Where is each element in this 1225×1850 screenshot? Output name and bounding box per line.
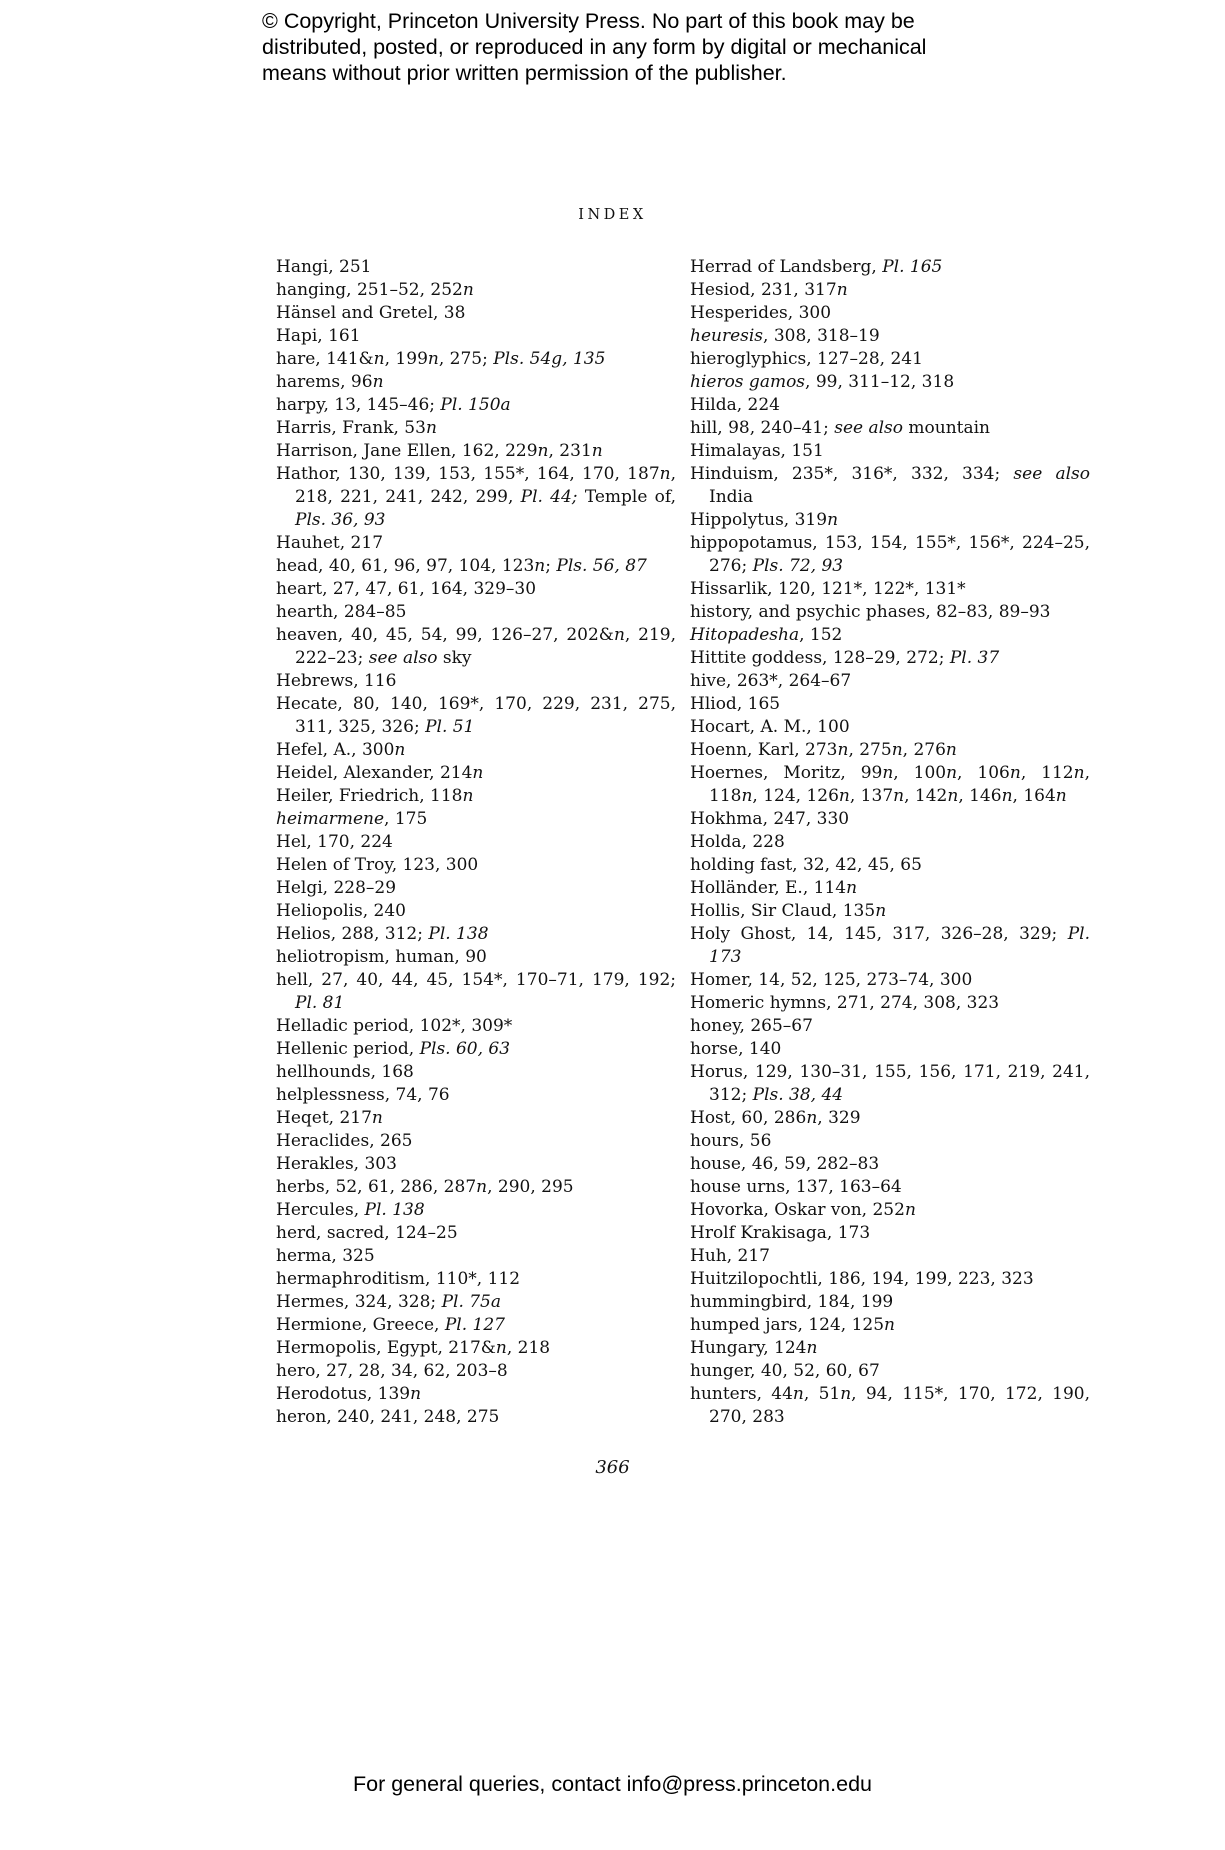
index-entry: Hinduism, 235*, 316*, 332, 334; see also India (690, 464, 1090, 507)
index-column-left (276, 256, 676, 1429)
index-entry: Hocart, A. M., 100 (690, 717, 850, 737)
index-entry: house urns, 137, 163–64 (690, 1177, 902, 1197)
index-entry: Hilda, 224 (690, 395, 780, 415)
index-entry: Hippolytus, 319n (690, 510, 839, 530)
index-entry: Hel, 170, 224 (276, 832, 393, 852)
index-entry: history, and psychic phases, 82–83, 89–93 (690, 602, 1051, 622)
index-entry: Hercules, Pl. 138 (276, 1200, 425, 1220)
index-entry: Horus, 129, 130–31, 155, 156, 171, 219, 241, 312; Pls. 38, 44 (690, 1062, 1090, 1105)
index-entry: Hellenic period, Pls. 60, 63 (276, 1039, 511, 1059)
index-entry: hero, 27, 28, 34, 62, 203–8 (276, 1361, 508, 1381)
index-entry: Herrad of Landsberg, Pl. 165 (690, 257, 943, 277)
index-entry: Holda, 228 (690, 832, 785, 852)
index-entry: humped jars, 124, 125n (690, 1315, 895, 1335)
index-entry: Huitzilopochtli, 186, 194, 199, 223, 323 (690, 1269, 1034, 1289)
index-entry: hieroglyphics, 127–28, 241 (690, 349, 923, 369)
index-entry: Hollis, Sir Claud, 135n (690, 901, 887, 921)
index-entry: hill, 98, 240–41; see also mountain (690, 418, 991, 438)
index-entry: heart, 27, 47, 61, 164, 329–30 (276, 579, 537, 599)
index-entry: Hermopolis, Egypt, 217&n, 218 (276, 1338, 551, 1358)
index-entry: hummingbird, 184, 199 (690, 1292, 894, 1312)
index-entry: Hrolf Krakisaga, 173 (690, 1223, 871, 1243)
index-entry: hours, 56 (690, 1131, 772, 1151)
copyright-line: distributed, posted, or reproduced in any form by digital or mechanical (262, 35, 927, 59)
index-entry: Hapi, 161 (276, 326, 361, 346)
index-entry: Hathor, 130, 139, 153, 155*, 164, 170, 187n, 218, 221, 241, 242, 299, Pl. 44; Temple of, Pls. 36, 93 (276, 464, 676, 530)
index-entry: herd, sacred, 124–25 (276, 1223, 458, 1243)
index-entry: Hoenn, Karl, 273n, 275n, 276n (690, 740, 957, 760)
index-entry: Hittite goddess, 128–29, 272; Pl. 37 (690, 648, 1000, 668)
index-entry: herbs, 52, 61, 286, 287n, 290, 295 (276, 1177, 574, 1197)
index-entry: hell, 27, 40, 44, 45, 154*, 170–71, 179, 192; Pl. 81 (276, 970, 676, 1013)
index-entry: Helgi, 228–29 (276, 878, 397, 898)
index-entry: hunger, 40, 52, 60, 67 (690, 1361, 880, 1381)
index-entry: Holy Ghost, 14, 145, 317, 326–28, 329; Pl. 173 (690, 924, 1090, 967)
index-entry: Heiler, Friedrich, 118n (276, 786, 474, 806)
copyright-line: means without prior written permission of the publisher. (262, 61, 787, 85)
index-entry: Hermione, Greece, Pl. 127 (276, 1315, 505, 1335)
index-entry: herma, 325 (276, 1246, 375, 1266)
index-entry: holding fast, 32, 42, 45, 65 (690, 855, 922, 875)
index-entry: Homeric hymns, 271, 274, 308, 323 (690, 993, 1000, 1013)
index-entry: heimarmene, 175 (276, 809, 428, 829)
index-entry: Hesperides, 300 (690, 303, 832, 323)
index-entry: horse, 140 (690, 1039, 782, 1059)
index-entry: heaven, 40, 45, 54, 99, 126–27, 202&n, 219, 222–23; see also sky (276, 625, 676, 668)
index-entry: hermaphroditism, 110*, 112 (276, 1269, 521, 1289)
index-entry: Hissarlik, 120, 121*, 122*, 131* (690, 579, 966, 599)
index-column-right (690, 256, 1090, 1429)
index-entry: Host, 60, 286n, 329 (690, 1108, 861, 1128)
index-entry: Herodotus, 139n (276, 1384, 422, 1404)
footer-contact: For general queries, contact info@press.princeton.edu (352, 1772, 872, 1796)
index-entry: Hesiod, 231, 317n (690, 280, 848, 300)
index-entry: Helen of Troy, 123, 300 (276, 855, 479, 875)
index-entry: honey, 265–67 (690, 1016, 813, 1036)
index-entry: heliotropism, human, 90 (276, 947, 487, 967)
index-entry: Himalayas, 151 (690, 441, 824, 461)
index-entry: Helios, 288, 312; Pl. 138 (276, 924, 489, 944)
index-entry: hieros gamos, 99, 311–12, 318 (690, 372, 955, 392)
index-entry: hunters, 44n, 51n, 94, 115*, 170, 172, 190, 270, 283 (690, 1384, 1090, 1427)
index-entry: Hovorka, Oskar von, 252n (690, 1200, 916, 1220)
index-entry: hare, 141&n, 199n, 275; Pls. 54g, 135 (276, 349, 606, 369)
index-entry: hearth, 284–85 (276, 602, 407, 622)
index-entry: Holländer, E., 114n (690, 878, 858, 898)
index-entry: Hecate, 80, 140, 169*, 170, 229, 231, 275, 311, 325, 326; Pl. 51 (276, 694, 676, 737)
index-entry: Heraclides, 265 (276, 1131, 413, 1151)
index-entry: Heidel, Alexander, 214n (276, 763, 484, 783)
index-entry: harems, 96n (276, 372, 384, 392)
index-entry: Hangi, 251 (276, 257, 372, 277)
index-entry: Hauhet, 217 (276, 533, 384, 553)
index-entry: Harris, Frank, 53n (276, 418, 437, 438)
index-entry: helplessness, 74, 76 (276, 1085, 450, 1105)
page-number: 366 (595, 1457, 630, 1478)
index-entry: Huh, 217 (690, 1246, 770, 1266)
index-entry: Hliod, 165 (690, 694, 781, 714)
index-entry: heuresis, 308, 318–19 (690, 326, 880, 346)
index-entry: Hungary, 124n (690, 1338, 818, 1358)
index-entry: Hänsel and Gretel, 38 (276, 303, 466, 323)
index-entry: Heliopolis, 240 (276, 901, 406, 921)
index-entry: house, 46, 59, 282–83 (690, 1154, 880, 1174)
index-entry: hippopotamus, 153, 154, 155*, 156*, 224–25, 276; Pls. 72, 93 (690, 533, 1090, 576)
index-entry: heron, 240, 241, 248, 275 (276, 1407, 500, 1427)
page-title: INDEX (578, 207, 647, 223)
index-entry: hive, 263*, 264–67 (690, 671, 852, 691)
index-entry: harpy, 13, 145–46; Pl. 150a (276, 395, 511, 415)
index-entry: Harrison, Jane Ellen, 162, 229n, 231n (276, 441, 603, 461)
index-entry: Hitopadesha, 152 (690, 625, 843, 645)
index-entry: hellhounds, 168 (276, 1062, 414, 1082)
index-entry: Helladic period, 102*, 309* (276, 1016, 513, 1036)
copyright-line: © Copyright, Princeton University Press. No part of this book may be (262, 9, 915, 33)
copyright-notice (262, 8, 1022, 86)
index-entry: hanging, 251–52, 252n (276, 280, 474, 300)
index-entry: Hebrews, 116 (276, 671, 397, 691)
index-entry: Hoernes, Moritz, 99n, 100n, 106n, 112n, 118n, 124, 126n, 137n, 142n, 146n, 164n (690, 763, 1090, 806)
index-entry: head, 40, 61, 96, 97, 104, 123n; Pls. 56, 87 (276, 556, 647, 576)
index-entry: Hermes, 324, 328; Pl. 75a (276, 1292, 502, 1312)
index-entry: Homer, 14, 52, 125, 273–74, 300 (690, 970, 973, 990)
index-entry: Heqet, 217n (276, 1108, 383, 1128)
index-entry: Hefel, A., 300n (276, 740, 406, 760)
index-entry: Herakles, 303 (276, 1154, 397, 1174)
index-entry: Hokhma, 247, 330 (690, 809, 850, 829)
